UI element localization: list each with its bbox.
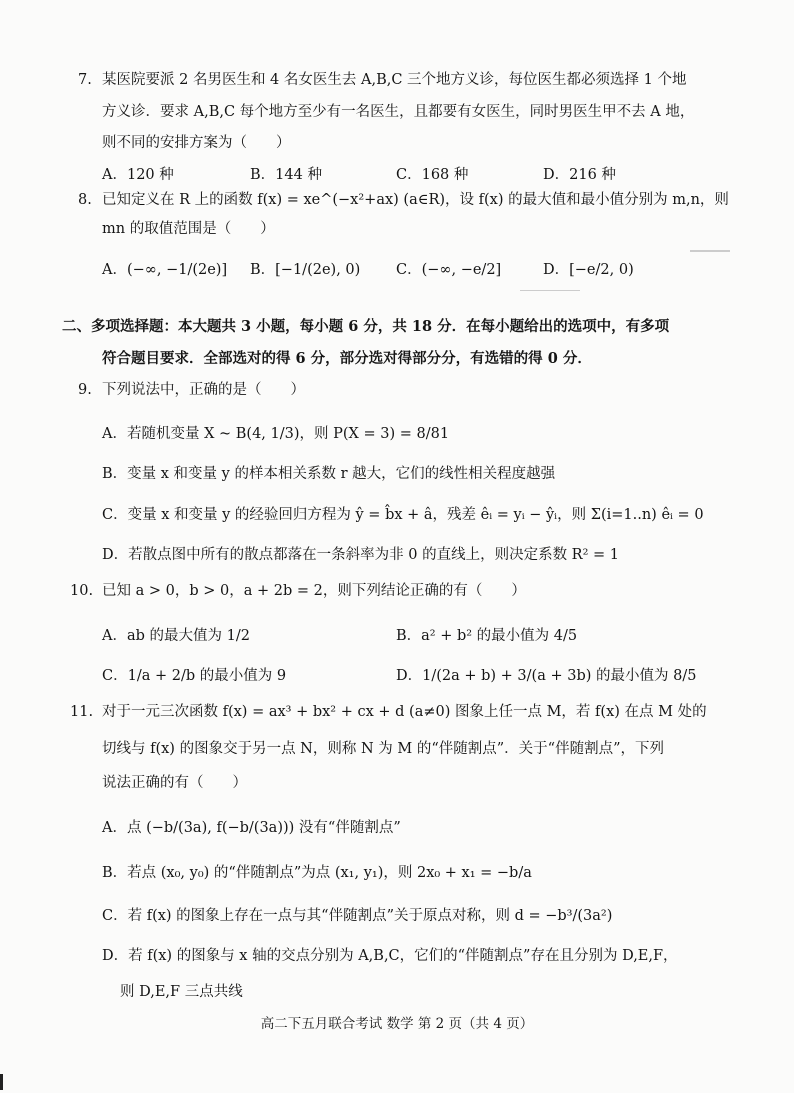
q8-number: 8.: [78, 192, 92, 208]
scan-speck: [690, 250, 730, 252]
section2-header-line2: 符合题目要求．全部选对的得 6 分，部分选对得部分分，有选错的得 0 分．: [102, 350, 592, 367]
q8-text1: 已知定义在 R 上的函数 f(x) = xe^(−x²+ax) (a∈R)，设 f(x) 的最大值和最小值分别为 m,n，则: [102, 192, 729, 208]
q9-option-a: A．若随机变量 X ~ B(4, 1/3)，则 P(X = 3) = 8/81: [102, 426, 450, 442]
q7-option-a: A．120 种: [102, 167, 174, 183]
q7-text1: 某医院要派 2 名男医生和 4 名女医生去 A,B,C 三个地方义诊，每位医生都必须选择 1 个地: [102, 72, 687, 88]
q10-option-b: B．a² + b² 的最小值为 4/5: [396, 628, 578, 644]
q7-option-d: D．216 种: [543, 167, 616, 183]
q7-line1: [78, 72, 687, 89]
q9-number: 9.: [78, 382, 92, 398]
q11-line3: 说法正确的有（ ）: [102, 775, 247, 791]
section2-header-line1: 二、多项选择题：本大题共 3 小题，每小题 6 分，共 18 分．在每小题给出的选项中，有多项: [62, 318, 670, 335]
q9-option-b: B．变量 x 和变量 y 的样本相关系数 r 越大，它们的线性相关程度越强: [102, 466, 556, 482]
q7-number: 7.: [78, 72, 92, 88]
q8-option-c: C．(−∞, −e/2]: [396, 262, 502, 278]
q7-option-b: B．144 种: [250, 167, 322, 183]
q7-line3: 则不同的安排方案为（ ）: [102, 135, 291, 151]
q10-option-d: D．1/(2a + b) + 3/(a + 3b) 的最小值为 8/5: [396, 668, 697, 684]
q8-option-b: B．[−1/(2e), 0): [250, 262, 361, 278]
q11-option-d-line2: 则 D,E,F 三点共线: [120, 984, 243, 1000]
q10-number: 10.: [70, 583, 94, 599]
q11-line1: [70, 704, 707, 721]
q10-option-a: A．ab 的最大值为 1/2: [102, 628, 250, 644]
q11-text1: 对于一元三次函数 f(x) = ax³ + bx² + cx + d (a≠0) 图象上任一点 M，若 f(x) 在点 M 处的: [102, 704, 707, 720]
q7-option-c: C．168 种: [396, 167, 469, 183]
q11-option-b: B．若点 (x₀, y₀) 的“伴随割点”为点 (x₁, y₁)，则 2x₀ + x₁ = −b/a: [102, 865, 532, 881]
q8-option-d: D．[−e/2, 0): [543, 262, 634, 278]
q8-line1: [78, 192, 729, 209]
q10-option-c: C．1/a + 2/b 的最小值为 9: [102, 668, 287, 684]
q10-stem-text: 已知 a > 0，b > 0，a + 2b = 2，则下列结论正确的有（ ）: [102, 583, 526, 599]
q8-line2: mn 的取值范围是（ ）: [102, 221, 275, 237]
scan-edge-mark: [0, 1074, 3, 1090]
q11-option-c: C．若 f(x) 的图象上存在一点与其“伴随割点”关于原点对称，则 d = −b³/(3a²): [102, 908, 613, 924]
q8-option-a: A．(−∞, −1/(2e)]: [102, 262, 228, 278]
q7-line2: 方义诊．要求 A,B,C 每个地方至少有一名医生，且都要有女医生，同时男医生甲不去 A 地，: [102, 104, 695, 120]
q9-stem: [78, 382, 305, 399]
q11-line2: 切线与 f(x) 的图象交于另一点 N，则称 N 为 M 的“伴随割点”．关于“伴随割点”，下列: [102, 741, 664, 757]
q10-stem: [70, 583, 526, 600]
q9-option-d: D．若散点图中所有的散点都落在一条斜率为非 0 的直线上，则决定系数 R² = 1: [102, 547, 619, 563]
scan-speck: [520, 290, 580, 291]
q11-option-a: A．点 (−b/(3a), f(−b/(3a))) 没有“伴随割点”: [102, 820, 401, 836]
page-footer: 高二下五月联合考试 数学 第 2 页（共 4 页）: [260, 1016, 534, 1032]
q9-stem-text: 下列说法中，正确的是（ ）: [102, 382, 305, 398]
q11-option-d-line1: D．若 f(x) 的图象与 x 轴的交点分别为 A,B,C，它们的“伴随割点”存在且分别为 D,E,F，: [102, 948, 678, 964]
q9-option-c: C．变量 x 和变量 y 的经验回归方程为 ŷ = b̂x + â，残差 êᵢ = yᵢ − ŷᵢ，则 Σ(i=1..n) êᵢ = 0: [102, 507, 704, 523]
q11-number: 11.: [70, 704, 94, 720]
